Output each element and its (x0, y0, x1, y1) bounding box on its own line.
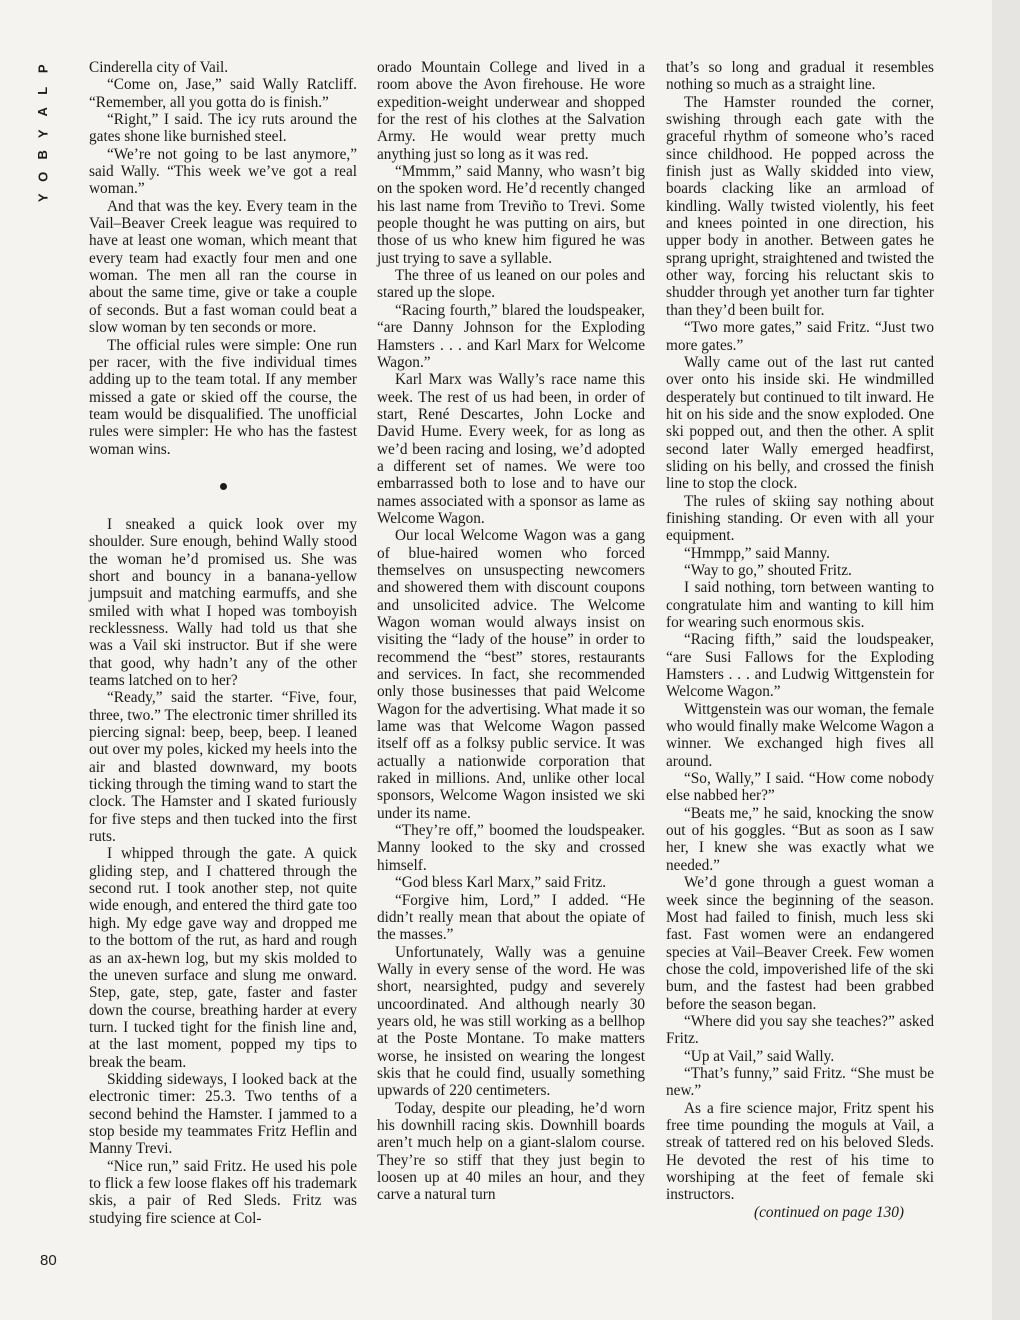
paragraph: “Where did you say she teaches?” asked Fritz. (666, 1012, 934, 1048)
paragraph: orado Mountain College and lived in a room above the Avon firehouse. He wore expedition-weight underwear and shopped for the rest of his clothes at the Salvation Army. He would wear pretty much anything just so long as it was red. (377, 59, 645, 163)
paragraph: “So, Wally,” I said. “How come nobody else nabbed her?” (666, 770, 934, 805)
paragraph: that’s so long and gradual it resembles nothing so much as a straight line. (666, 59, 934, 94)
paragraph: “They’re off,” boomed the loudspeaker. Manny looked to the sky and crossed himself. (377, 822, 645, 874)
paragraph: “God bless Karl Marx,” said Fritz. (395, 874, 607, 892)
paragraph: We’d gone through a guest woman a week since the beginning of the season. Most had failed to finish, much less ski fast. Fast women were an endangered species at Vail–Beaver Creek. Few women chose the cold, impoverished life of the ski bum, and the fastest had been grabbed before the season began. (666, 874, 934, 1013)
magazine-letter: Y (35, 193, 51, 203)
paragraph: “Racing fourth,” blared the loudspeaker, “are Danny Johnson for the Exploding Hamsters . . . and Karl Marx for Welcome Wagon.” (377, 301, 645, 371)
paragraph: “Two more gates,” said Fritz. “Just two more gates.” (666, 319, 934, 354)
text-column-2 (377, 59, 645, 1204)
paragraph: The rules of skiing say nothing about finishing standing. Or even with all your equipment. (666, 492, 934, 545)
page-edge-strip (992, 0, 1020, 1320)
paragraph: “Beats me,” he said, knocking the snow out of his goggles. “But as soon as I saw her, I knew she was exactly what we needed.” (666, 804, 934, 874)
paragraph: “Racing fifth,” said the loudspeaker, “are Susi Fallows for the Exploding Hamsters . . . and Ludwig Wittgenstein for Welcome Wagon.” (666, 631, 934, 701)
paragraph: “Way to go,” shouted Fritz. (684, 561, 852, 579)
paragraph: Karl Marx was Wally’s race name this week. The rest of us had been, in order of start, René Descartes, John Locke and David Hume. Every week, for as long as we’d been racing and losing, we’d adopted a different set of names. We were too embarrassed both to lose and to have our names associated with a sponsor as lame as Welcome Wagon. (377, 371, 645, 527)
paragraph: “Ready,” said the starter. “Five, four, three, two.” The electronic timer shrilled its piercing signal: beep, beep, beep. I leaned out over my poles, kicked my heels into the air and blasted downward, my boots ticking through the timing wand to start the clock. The Hamster and I skated furiously for five steps and then tucked into the first ruts. (89, 689, 357, 846)
paragraph: “Come on, Jase,” said Wally Ratcliff. “Remember, all you gotta do is finish.” (89, 76, 357, 111)
paragraph: The official rules were simple: One run per racer, with the five individual times adding up to the team total. If any member missed a gate or skied off the course, the team would be disqualified. The unofficial rules were simpler: He who has the fastest woman wins. (89, 336, 357, 458)
paragraph: Unfortunately, Wally was a genuine Wally in every sense of the word. He was short, nearsighted, pudgy and severely uncoordinated. And although nearly 30 years old, he was still working as a bellhop at the Poste Montane. To make matters worse, he insisted on wearing the longest skis that he could find, usually something upwards of 220 centimeters. (377, 943, 645, 1100)
paragraph: I whipped through the gate. A quick gliding step, and I chattered through the second rut. I took another step, not quite wide enough, and entered the third gate too high. My edge gave way and dropped me to the bottom of the rut, as hard and rough as an ax-hewn log, but my skis molded to the uneven surface and slung me onward. Step, gate, step, gate, faster and faster down the course, breathing harder at every turn. I tucked tight for the finish line and, at the last moment, popped my tips to break the beam. (89, 845, 357, 1071)
paragraph: As a fire science major, Fritz spent his free time pounding the moguls at Vail, a streak of tattered red on his beloved Sleds. He devoted the rest of his time to worshiping at the feet of female ski instructors. (666, 1099, 934, 1204)
column-1-part-2 (89, 516, 357, 1227)
page-number: 80 (40, 1252, 57, 1269)
paragraph: “Nice run,” said Fritz. He used his pole to flick a few loose flakes off his trademark skis, a pair of Red Sleds. Fritz was studying fire science at Col- (89, 1157, 357, 1227)
paragraph: Today, despite our pleading, he’d worn his downhill racing skis. Downhill boards aren’t much help on a giant-slalom course. They’re so stiff that they just begin to loosen up at 40 miles an hour, and they carve a natural turn (377, 1099, 645, 1204)
continued-note: (continued on page 130) (754, 1203, 904, 1221)
section-break-bullet (220, 483, 227, 490)
paragraph: “Forgive him, Lord,” I added. “He didn’t really mean that about the opiate of the masses.” (377, 891, 645, 944)
paragraph: “Up at Vail,” said Wally. (684, 1047, 835, 1065)
magazine-letter: P (35, 64, 51, 74)
paragraph: “We’re not going to be last anymore,” said Wally. “This week we’ve got a real woman.” (89, 145, 357, 198)
magazine-letter: L (35, 86, 51, 95)
magazine-name-vertical (33, 58, 53, 209)
paragraph: And that was the key. Every team in the Vail–Beaver Creek league was required to have at least one woman, which meant that every team had exactly four men and one woman. The men all ran the course in about the same time, give or take a couple of seconds. But a fast woman could beat a slow woman by ten seconds or more. (89, 197, 357, 337)
magazine-letter: A (35, 107, 51, 117)
paragraph: “Right,” I said. The icy ruts around the gates shone like burnished steel. (89, 111, 357, 146)
paragraph: “That’s funny,” said Fritz. “She must be new.” (666, 1064, 934, 1100)
paragraph: Cinderella city of Vail. (89, 59, 229, 76)
paragraph: I said nothing, torn between wanting to congratulate him and wanting to kill him for wearing such enormous skis. (666, 579, 934, 631)
paragraph: Skidding sideways, I looked back at the electronic timer: 25.3. Two tenths of a second behind the Hamster. I jammed to a stop beside my teammates Fritz Heflin and Manny Trevi. (89, 1070, 357, 1158)
section-break (89, 458, 357, 516)
magazine-letter: B (35, 150, 51, 160)
magazine-letter: O (35, 171, 51, 182)
column-1-part-1 (89, 59, 357, 458)
paragraph: The three of us leaned on our poles and stared up the slope. (377, 267, 645, 302)
magazine-letter: Y (35, 128, 51, 138)
paragraph: Wittgenstein was our woman, the female who would finally make Welcome Wagon a winner. We exchanged high fives all around. (666, 700, 935, 770)
paragraph: Our local Welcome Wagon was a gang of blue-haired women who forced themselves on unsuspecting newcomers and showered them with discount coupons and unsolicited advice. The Welcome Wagon woman would always insist on visiting the “lady of the house” in order to recommend the “best” stores, restaurants and services. In fact, she recommended only those businesses that paid Welcome Wagon for the advertising. What made it so lame was that Welcome Wagon passed itself off as a folksy public service. It was actually a nationwide corporation that raked in millions. And, unlike other local sponsors, Welcome Wagon insisted we ski under its name. (377, 527, 645, 822)
text-column-3 (666, 59, 934, 1221)
paragraph: The Hamster rounded the corner, swishing through each gate with the graceful rhythm of someone who’s raced since childhood. He popped across the finish just as Wally skidded into view, boards clacking like an armload of kindling. Wally twisted violently, his feet and knees pointed in one direction, his upper body in another. Between gates he sprang upright, straightened and twisted the other way, forcing his reluctant skis to shudder through yet another turn far tighter than they’d been built for. (666, 93, 934, 319)
text-column-1 (89, 59, 357, 1227)
paragraph: I sneaked a quick look over my shoulder. Sure enough, behind Wally stood the woman he’d promised us. She was short and bouncy in a banana-yellow jumpsuit and matching earmuffs, and she smiled with what I hoped was tomboyish recklessness. Wally had told us that she was a Vail ski instructor. But if she were that good, why hadn’t any of the other teams latched on to her? (89, 515, 357, 689)
paragraph: “Hmmpp,” said Manny. (684, 544, 830, 562)
paragraph: “Mmmm,” said Manny, who wasn’t big on the spoken word. He’d recently changed his last name from Treviño to Trevi. Some people thought he was putting on airs, but those of us who knew him figured he was just trying to save a syllable. (377, 163, 645, 267)
paragraph: Wally came out of the last rut canted over onto his inside ski. He windmilled desperately but continued to tilt inward. He hit on his side and the snow exploded. One ski popped out, and then the other. A split second later Wally emerged headfirst, sliding on his belly, and crossed the finish line to stop the clock. (666, 353, 934, 493)
